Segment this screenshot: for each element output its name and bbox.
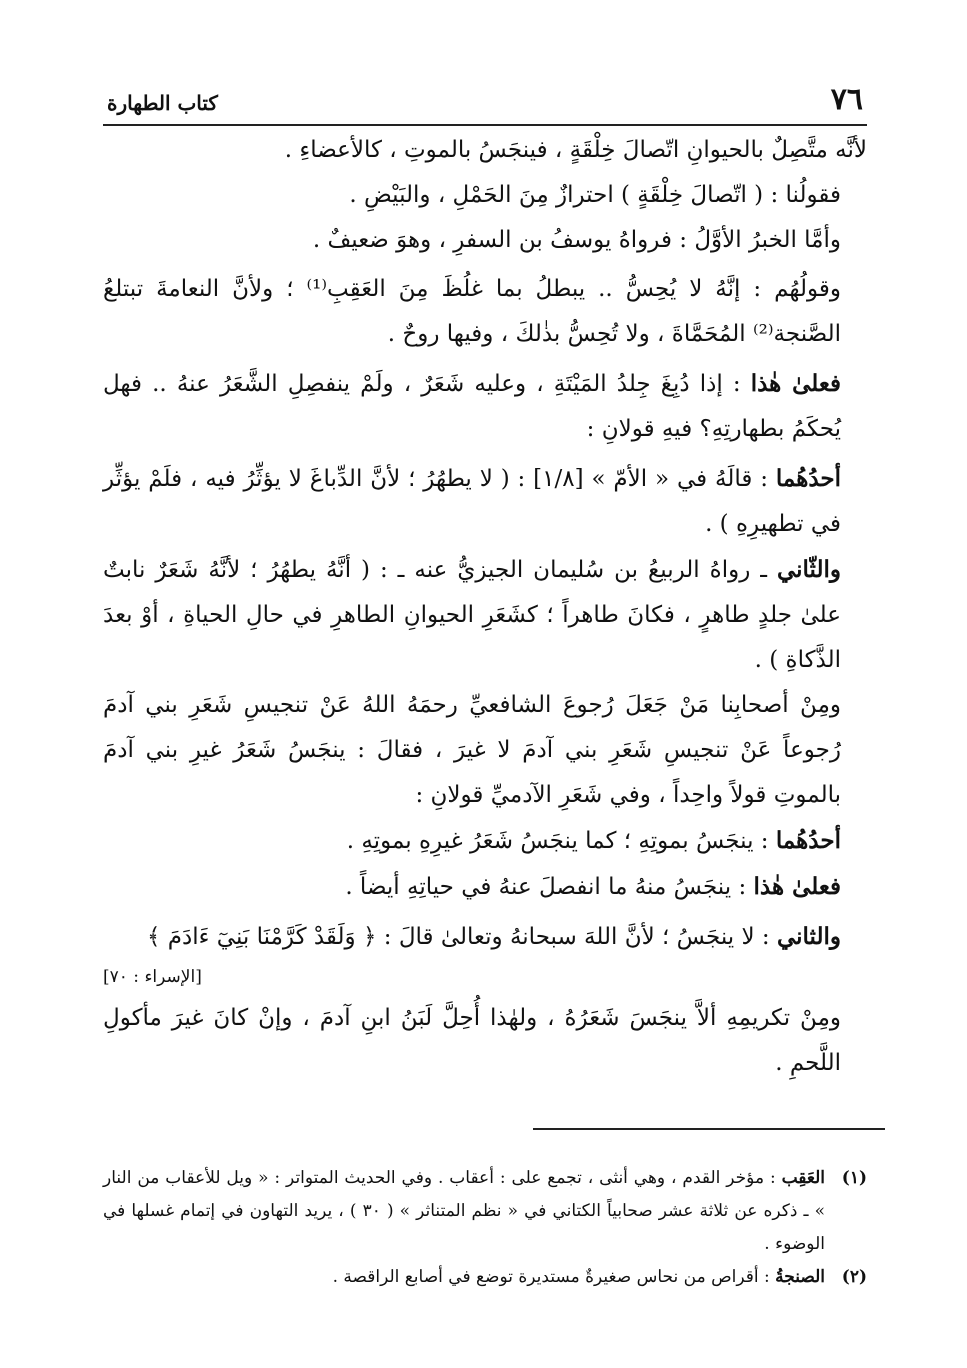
paragraph: وقولُهُم : إنَّهُ لا يُحِسُّ .. يبطلُ بما غلُظَ مِنَ العَقِبِ⁽¹⁾ ؛ ولأنَّ النعامةَ تبتلعُ الصَّنجة⁽²⁾ المُحَمَّاةَ ، ولا تُحِسُّ بذٰلكَ ، وفيها روحٌ . xyxy=(103,276,841,347)
footnote-term: العَقِب xyxy=(781,1168,825,1188)
footnote-term: الصنجةُ xyxy=(775,1267,825,1287)
paragraph-text: : إذا دُبِغَ جِلدُ المَيْتَةِ ، وعليه شَعَرٌ ، ولَمْ ينفصِلِ الشَّعَرُ عنهُ .. فهل يُحكَمُ بطهارتِهِ؟ فيهِ قولانِ : xyxy=(103,371,841,442)
paragraph-text: : قالَهُ في « الأمّ » [١/٨] : ( لا يطهُرُ ؛ لأنَّ الدِّباغَ لا يؤثِّرُ فيه ، فلَمْ يؤثِّر في تطهيرِهِ ) . xyxy=(103,466,841,537)
lead-phrase: أحدُهُما xyxy=(775,827,841,854)
paragraph xyxy=(103,914,867,960)
footnote xyxy=(103,1261,867,1294)
paragraph-text: ـ رواهُ الربيعُ بن سُليمان الجيزيُّ عنه ـ : ( أنَّهُ يطهُرُ ؛ لأنَّهُ شَعَرٌ نابتٌ علىٰ جلدٍ طاهرٍ ، فكانَ طاهراً ؛ كشَعَرِ الحيوانِ الطاهرِ في حالِ الحياةِ ، أوْ بعدَ الذَّكاةِ ) . xyxy=(103,557,841,673)
paragraph: ومِنْ تكريمِهِ ألاَّ ينجَسَ شَعَرُهُ ، ولهٰذا أُحِلَّ لَبَنُ ابنِ آدمَ ، وإنْ كانَ غيرَ مأكولِ اللَّحمِ . xyxy=(103,1005,841,1076)
lead-phrase: والثّاني xyxy=(776,556,841,583)
paragraph xyxy=(103,818,867,864)
lead-phrase: والثاني xyxy=(776,923,841,950)
paragraph xyxy=(103,361,867,452)
paragraph xyxy=(103,864,867,910)
footnotes xyxy=(103,1162,867,1294)
page-number: ٧٦ xyxy=(830,82,863,117)
footnote-separator xyxy=(533,1128,885,1130)
quran-citation: [الإسراء : ٧٠] xyxy=(103,967,202,987)
footnote xyxy=(103,1162,867,1261)
lead-phrase: أحدُهُما xyxy=(775,465,842,492)
lead-phrase: فعلىٰ هٰذا xyxy=(753,873,841,900)
paragraph: وأمَّا الخبرُ الأوَّلُ : فرواهُ يوسفُ بن السفرِ ، وهوَ ضعيفٌ . xyxy=(312,227,841,253)
main-text xyxy=(103,128,867,1086)
paragraph-text: : ينجَسُ منهُ ما انفصلَ عنهُ في حياتِهِ أيضاً . xyxy=(345,874,754,900)
footnote-text: : مؤخر القدم ، وهي أنثى ، تجمع على : أعقاب . وفي الحديث المتواتر : « ويل للأعقاب من النار » ـ ذكره عن ثلاثة عشر صحابياً الكتاني في « نظم المتناثر » ( ٣٠ ) ، يريد التهاون في إتمام غسلها في الوضوء . xyxy=(103,1168,825,1254)
paragraph-text: : ينجَسُ بموتِهِ ؛ كما ينجَسُ شَعَرُ غيرِهِ بموتِهِ . xyxy=(346,828,776,854)
paragraph-text: : لا ينجَسُ ؛ لأنَّ اللهَ سبحانهُ وتعالىٰ قالَ : ﴿ وَلَقَدْ كَرَّمْنَا بَنِيٓ ءَادَمَ ﴾ xyxy=(147,924,777,950)
paragraph xyxy=(103,456,867,547)
paragraph: لأنَّه متَّصِلٌ بالحيوانِ اتّصالَ خِلْقَةٍ ، فينجَسُ بالموتِ ، كالأعضاءِ . xyxy=(284,137,867,163)
paragraph: ومِنْ أصحابِنا مَنْ جَعَلَ رُجوعَ الشافعيِّ رحمَهُ اللهُ عَنْ تنجيسِ شَعَرِ بني آدمَ رُجوعاً عَنْ تنجيسِ شَعَرِ بني آدمَ لا غيرَ ، فقالَ : ينجَسُ شَعَرُ غيرِ بني آدمَ بالموتِ قولاً واحِداً ، وفي شَعَرِ الآدميِّ قولانِ : xyxy=(103,692,841,808)
paragraph: فقولُنا : ( اتّصالَ خِلْقَةٍ ) احترازٌ مِنَ الحَمْلِ ، والبَيْضِ . xyxy=(349,182,841,208)
footnote-number: (٢) xyxy=(841,1267,867,1287)
footnote-text: : أقراص من نحاس صغيرةٌ مستديرة توضع في أصابع الراقصة . xyxy=(332,1267,776,1287)
running-title: كتاب الطهارة xyxy=(107,91,218,115)
lead-phrase: فعلىٰ هٰذا xyxy=(750,370,841,397)
footnote-number: (١) xyxy=(841,1168,867,1188)
page-header xyxy=(103,80,867,126)
paragraph xyxy=(103,547,867,683)
